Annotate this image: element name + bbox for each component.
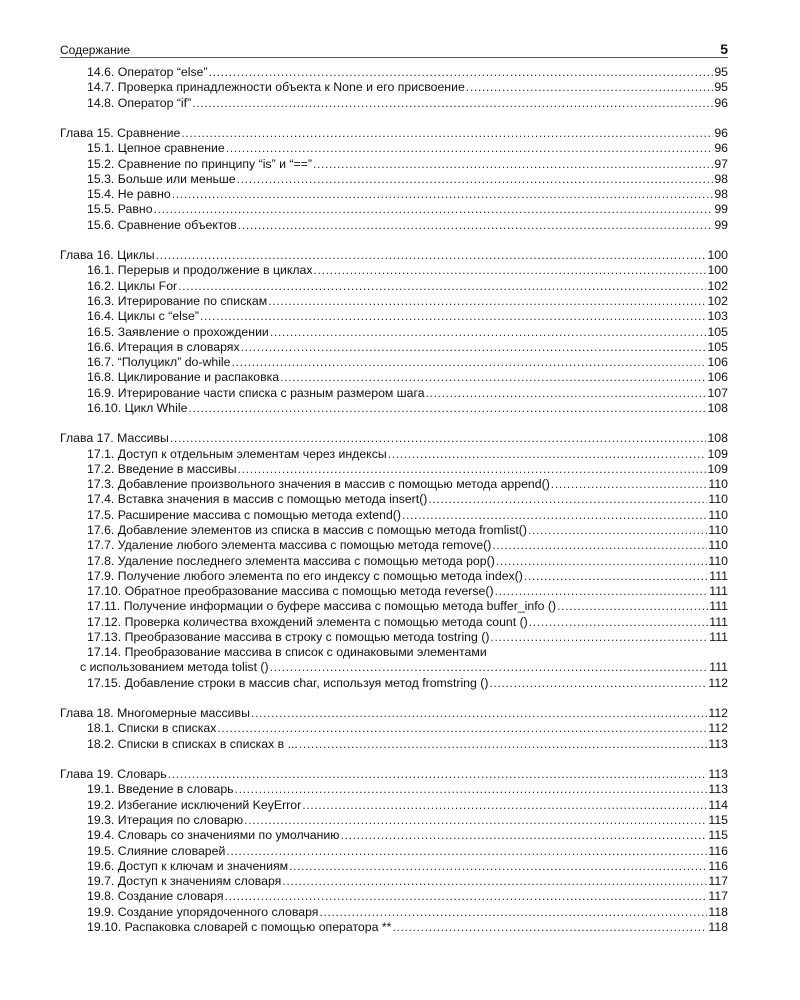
toc-entry-title: 17.3. Добавление произвольного значения в массив с помощью метода append() bbox=[87, 477, 550, 492]
toc-entry-title: 16.7. “Полуцикл” do-while bbox=[87, 355, 231, 370]
toc-entry-page: 106 bbox=[707, 355, 728, 370]
dot-leader bbox=[341, 828, 708, 843]
toc-entry-page: 111 bbox=[709, 614, 728, 629]
toc-entry-page: 117 bbox=[708, 874, 728, 889]
toc-entry-title: Глава 19. Словарь bbox=[60, 767, 167, 782]
toc-section-entry[interactable] bbox=[60, 355, 728, 370]
dot-leader bbox=[496, 554, 708, 569]
toc-entry-page: 98 bbox=[714, 171, 728, 186]
dot-leader bbox=[557, 599, 708, 614]
toc-entry-page: 113 bbox=[708, 736, 728, 751]
dot-leader bbox=[492, 538, 707, 553]
toc-section-entry[interactable] bbox=[60, 660, 728, 675]
toc-entry-title: 15.4. Не равно bbox=[87, 187, 171, 202]
toc-entry-page: 110 bbox=[708, 477, 728, 492]
toc-section-entry[interactable] bbox=[60, 157, 728, 172]
toc-entry-page: 97 bbox=[714, 156, 728, 171]
toc-section-entry[interactable] bbox=[60, 905, 728, 920]
dot-leader bbox=[209, 65, 714, 80]
dot-leader bbox=[280, 370, 706, 385]
toc-entry-page: 96 bbox=[714, 141, 728, 156]
toc-entry-page: 107 bbox=[707, 385, 728, 400]
toc-section-entry[interactable] bbox=[60, 920, 728, 935]
toc-entry-title: 16.4. Циклы с “else” bbox=[87, 309, 199, 324]
toc-spacer bbox=[60, 233, 728, 248]
toc-entry-page: 111 bbox=[709, 584, 728, 599]
toc-entry-title: с использованием метода tolist () bbox=[80, 660, 269, 675]
toc-entry-page: 114 bbox=[708, 797, 728, 812]
toc-entry-title: Глава 18. Многомерные массивы bbox=[60, 706, 250, 721]
dot-leader bbox=[200, 309, 706, 324]
toc-section-entry[interactable] bbox=[60, 340, 728, 355]
dot-leader bbox=[235, 782, 708, 797]
toc-entry-title: 19.9. Создание упорядоченного словаря bbox=[87, 904, 319, 919]
dot-leader bbox=[392, 920, 707, 935]
toc-section-entry[interactable] bbox=[60, 80, 728, 95]
toc-section-entry[interactable] bbox=[60, 889, 728, 904]
dot-leader bbox=[528, 523, 707, 538]
toc-section-entry[interactable] bbox=[60, 584, 728, 599]
toc-entry-title: 17.11. Получение информации о буфере массива с помощью метода buffer_info () bbox=[87, 599, 557, 614]
toc-section-entry[interactable] bbox=[60, 172, 728, 187]
toc-spacer bbox=[60, 752, 728, 767]
dot-leader bbox=[270, 325, 707, 340]
toc-entry-page: 112 bbox=[708, 675, 728, 690]
dot-leader bbox=[172, 187, 714, 202]
toc-entry-title: Глава 15. Сравнение bbox=[60, 126, 181, 141]
toc-entry-page: 105 bbox=[707, 339, 728, 354]
toc-section-entry[interactable] bbox=[60, 477, 728, 492]
toc-section-entry[interactable] bbox=[60, 462, 728, 477]
dot-leader bbox=[314, 263, 707, 278]
toc-entry-title: 15.3. Больше или меньше bbox=[87, 171, 236, 186]
toc-spacer bbox=[60, 416, 728, 431]
toc-spacer bbox=[60, 691, 728, 706]
toc-entry-title: 14.6. Оператор “else” bbox=[87, 65, 208, 79]
dot-leader bbox=[241, 340, 707, 355]
toc-entry-title: 19.7. Доступ к значениям словаря bbox=[87, 874, 282, 889]
dot-leader bbox=[402, 508, 707, 523]
toc-entry-title: 15.2. Сравнение по принципу “is” и “==” bbox=[87, 156, 312, 171]
toc-section-entry[interactable] bbox=[60, 554, 728, 569]
dot-leader bbox=[225, 889, 708, 904]
dot-leader bbox=[238, 462, 707, 477]
toc-entry-title: 17.13. Преобразование массива в строку с помощью метода tostring () bbox=[87, 629, 490, 644]
dot-leader bbox=[495, 584, 709, 599]
toc-entry-title: 19.8. Создание словаря bbox=[87, 889, 224, 904]
toc-section-entry[interactable] bbox=[60, 599, 728, 614]
toc-section-entry[interactable] bbox=[60, 798, 728, 813]
dot-leader bbox=[178, 279, 706, 294]
toc-section-entry[interactable] bbox=[60, 141, 728, 156]
dot-leader bbox=[251, 706, 707, 721]
dot-leader bbox=[282, 874, 707, 889]
dot-leader bbox=[551, 477, 708, 492]
toc-section-entry[interactable] bbox=[60, 309, 728, 324]
toc-entry-page: 106 bbox=[707, 370, 728, 385]
toc-entry-page: 110 bbox=[708, 492, 728, 507]
toc-section-entry[interactable] bbox=[60, 828, 728, 843]
toc-entry-page: 110 bbox=[708, 507, 728, 522]
toc-chapter-entry[interactable] bbox=[60, 706, 728, 721]
toc-entry-page: 96 bbox=[714, 126, 728, 141]
toc-entry-title: 17.2. Введение в массивы bbox=[87, 461, 237, 476]
dot-leader bbox=[268, 294, 706, 309]
dot-leader bbox=[188, 401, 706, 416]
header-title: Содержание bbox=[60, 43, 131, 57]
toc-entry-title: Глава 16. Циклы bbox=[60, 248, 155, 263]
dot-leader bbox=[388, 447, 707, 462]
toc-entry-page: 100 bbox=[707, 263, 728, 278]
toc-entry-title: 19.2. Избегание исключений KeyError bbox=[87, 797, 302, 812]
toc-spacer bbox=[60, 111, 728, 126]
toc-section-entry[interactable] bbox=[60, 859, 728, 874]
toc-entry-title: 16.8. Циклирование и распаковка bbox=[87, 370, 280, 385]
toc-entry-title: 16.6. Итерация в словарях bbox=[87, 339, 240, 354]
toc-entry-title: 17.7. Удаление любого элемента массива с помощью метода remove() bbox=[87, 538, 492, 553]
dot-leader bbox=[154, 202, 714, 217]
toc-entry-page: 115 bbox=[708, 828, 728, 843]
dot-leader bbox=[319, 905, 707, 920]
dot-leader bbox=[302, 798, 707, 813]
toc-entry-title: 16.1. Перерыв и продолжение в циклах bbox=[87, 263, 313, 278]
toc-section-entry[interactable] bbox=[60, 325, 728, 340]
dot-leader bbox=[428, 492, 707, 507]
toc-entry-title: 17.1. Доступ к отдельным элементам через индексы bbox=[87, 446, 387, 461]
toc-entry-title: 18.2. Списки в списках в списках в ... bbox=[87, 736, 298, 751]
dot-leader bbox=[156, 248, 707, 263]
toc-entry-page: 113 bbox=[708, 782, 728, 797]
toc-entry-page: 110 bbox=[708, 538, 728, 553]
dot-leader bbox=[226, 844, 707, 859]
dot-leader bbox=[192, 96, 713, 111]
toc-section-entry[interactable] bbox=[60, 676, 728, 691]
dot-leader bbox=[244, 813, 707, 828]
toc-section-entry[interactable] bbox=[60, 615, 728, 630]
toc-entry-title: 18.1. Списки в списках bbox=[87, 721, 217, 736]
dot-leader bbox=[170, 431, 707, 446]
page-number: 5 bbox=[720, 41, 728, 57]
toc-section-entry[interactable] bbox=[60, 523, 728, 538]
toc-entry-page: 108 bbox=[707, 431, 728, 446]
toc-entry-title: 15.5. Равно bbox=[87, 202, 153, 217]
toc-chapter-entry[interactable] bbox=[60, 248, 728, 263]
toc-entry-page: 100 bbox=[707, 248, 728, 263]
toc-entry-title: 16.10. Цикл While bbox=[87, 400, 188, 415]
dot-leader bbox=[489, 676, 707, 691]
toc-entry-title: 16.2. Циклы For bbox=[87, 278, 178, 293]
toc-entry-title: 17.12. Проверка количества вхождений элемента с помощью метода count () bbox=[87, 614, 528, 629]
dot-leader bbox=[181, 126, 713, 141]
toc-section-entry[interactable] bbox=[60, 538, 728, 553]
toc-entry-title: 19.10. Распаковка словарей с помощью оператора ** bbox=[87, 919, 392, 934]
toc-entry-title: 15.6. Сравнение объектов bbox=[87, 217, 237, 232]
toc-entry-page: 96 bbox=[714, 95, 728, 110]
toc-entry-title: 14.8. Оператор “if” bbox=[87, 95, 192, 110]
dot-leader bbox=[270, 660, 709, 675]
toc-entry-page: 118 bbox=[708, 904, 728, 919]
toc-section-entry[interactable] bbox=[60, 386, 728, 401]
toc-entry-title: 19.4. Словарь со значениями по умолчанию bbox=[87, 828, 340, 843]
toc-section-entry[interactable] bbox=[60, 721, 728, 736]
toc-section-entry[interactable] bbox=[60, 813, 728, 828]
toc-entry-page: 110 bbox=[708, 522, 728, 537]
toc-section-entry[interactable] bbox=[60, 65, 728, 80]
toc-entry-title: 19.5. Слияние словарей bbox=[87, 843, 226, 858]
dot-leader bbox=[226, 141, 714, 156]
toc-section-entry[interactable] bbox=[60, 96, 728, 111]
toc-entry-page: 105 bbox=[707, 324, 728, 339]
toc-entry-title: 19.3. Итерация по словарю bbox=[87, 813, 244, 828]
toc-section-entry[interactable] bbox=[60, 187, 728, 202]
toc-entry-page: 103 bbox=[707, 309, 728, 324]
toc-entry-page: 116 bbox=[708, 858, 728, 873]
toc-entry-page: 116 bbox=[708, 843, 728, 858]
dot-leader bbox=[299, 737, 708, 752]
toc-chapter-entry[interactable] bbox=[60, 431, 728, 446]
toc-entry-title: 15.1. Цепное сравнение bbox=[87, 141, 225, 156]
toc-section-entry[interactable] bbox=[60, 370, 728, 385]
dot-leader bbox=[529, 615, 709, 630]
dot-leader bbox=[524, 569, 708, 584]
toc-entry-page: 112 bbox=[708, 721, 728, 736]
toc-entry-title: 19.6. Доступ к ключам и значениям bbox=[87, 858, 289, 873]
toc-section-entry[interactable] bbox=[60, 844, 728, 859]
toc-section-entry[interactable] bbox=[60, 508, 728, 523]
running-header bbox=[60, 40, 728, 58]
toc-entry-page: 102 bbox=[707, 293, 728, 308]
dot-leader bbox=[466, 80, 714, 95]
toc-entry-title: 17.10. Обратное преобразование массива с помощью метода reverse() bbox=[87, 584, 494, 599]
toc-section-entry[interactable] bbox=[60, 447, 728, 462]
toc-entry-page: 108 bbox=[707, 400, 728, 415]
dot-leader bbox=[313, 157, 713, 172]
toc-entry-title: 17.5. Расширение массива с помощью метода extend() bbox=[87, 507, 401, 522]
toc-section-entry[interactable] bbox=[60, 874, 728, 889]
toc-entry-title: 17.4. Вставка значения в массив с помощью метода insert() bbox=[87, 492, 428, 507]
toc-entry-page: 113 bbox=[708, 767, 728, 782]
toc-chapter-entry[interactable] bbox=[60, 126, 728, 141]
toc-entry-title: 17.9. Получение любого элемента по его индексу с помощью метода index() bbox=[87, 568, 523, 583]
toc-section-entry[interactable] bbox=[60, 645, 728, 660]
toc-section-entry[interactable] bbox=[60, 218, 728, 233]
toc-entry-page: 111 bbox=[709, 629, 728, 644]
table-of-contents bbox=[60, 65, 728, 935]
toc-section-entry[interactable] bbox=[60, 492, 728, 507]
toc-entry-title: 16.9. Итерирование части списка с разным размером шага bbox=[87, 385, 425, 400]
toc-section-entry[interactable] bbox=[60, 263, 728, 278]
toc-entry-page: 111 bbox=[709, 568, 728, 583]
toc-entry-title: 17.15. Добавление строки в массив char, используя метод fromstring () bbox=[87, 675, 489, 690]
dot-leader bbox=[237, 172, 714, 187]
dot-leader bbox=[490, 630, 708, 645]
dot-leader bbox=[289, 859, 707, 874]
dot-leader bbox=[238, 218, 714, 233]
toc-section-entry[interactable] bbox=[60, 294, 728, 309]
toc-section-entry[interactable] bbox=[60, 202, 728, 217]
toc-entry-page: 117 bbox=[708, 889, 728, 904]
toc-section-entry[interactable] bbox=[60, 737, 728, 752]
dot-leader bbox=[168, 767, 708, 782]
toc-entry-page: 112 bbox=[708, 706, 728, 721]
toc-entry-page: 111 bbox=[709, 599, 728, 614]
toc-entry-title: 17.14. Преобразование массива в список с одинаковыми элементами bbox=[87, 645, 487, 660]
toc-entry-page: 109 bbox=[707, 446, 728, 461]
toc-entry-page: 118 bbox=[708, 919, 728, 934]
toc-entry-page: 95 bbox=[714, 65, 728, 79]
toc-entry-page: 110 bbox=[708, 553, 728, 568]
toc-entry-page: 99 bbox=[714, 202, 728, 217]
toc-entry-page: 115 bbox=[708, 813, 728, 828]
dot-leader bbox=[217, 721, 707, 736]
toc-entry-title: Глава 17. Массивы bbox=[60, 431, 169, 446]
toc-section-entry[interactable] bbox=[60, 782, 728, 797]
toc-section-entry[interactable] bbox=[60, 401, 728, 416]
toc-entry-title: 16.3. Итерирование по спискам bbox=[87, 293, 268, 308]
toc-entry-title: 19.1. Введение в словарь bbox=[87, 782, 234, 797]
toc-entry-title: 17.8. Удаление последнего элемента массива с помощью метода pop() bbox=[87, 553, 495, 568]
toc-entry-title: 14.7. Проверка принадлежности объекта к None и его присвоение bbox=[87, 80, 465, 95]
toc-section-entry[interactable] bbox=[60, 279, 728, 294]
toc-entry-page: 102 bbox=[707, 278, 728, 293]
toc-entry-page: 99 bbox=[714, 217, 728, 232]
toc-section-entry[interactable] bbox=[60, 630, 728, 645]
toc-entry-page: 95 bbox=[714, 80, 728, 95]
toc-entry-page: 109 bbox=[707, 461, 728, 476]
toc-entry-title: 16.5. Заявление о прохождении bbox=[87, 324, 269, 339]
dot-leader bbox=[426, 386, 707, 401]
toc-section-entry[interactable] bbox=[60, 569, 728, 584]
toc-entry-page: 98 bbox=[714, 187, 728, 202]
toc-entry-page: 111 bbox=[709, 660, 728, 675]
toc-chapter-entry[interactable] bbox=[60, 767, 728, 782]
toc-entry-title: 17.6. Добавление элементов из списка в массив с помощью метода fromlist() bbox=[87, 522, 527, 537]
dot-leader bbox=[232, 355, 707, 370]
